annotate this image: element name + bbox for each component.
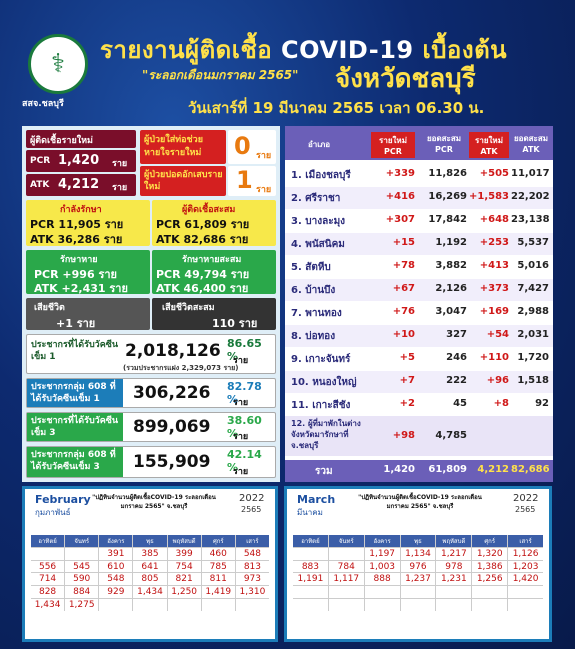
calendar-year-th: 2565 [515, 505, 536, 514]
in-treatment: กำลังรักษา PCR 11,905 ราย ATK 36,286 ราย [26, 200, 150, 246]
calendar-cell: 1,434 [31, 599, 64, 611]
calendar-cell: 754 [168, 561, 201, 573]
table-cell: +96 [486, 375, 509, 386]
table-cell: 1,720 [517, 352, 549, 363]
calendar-cell: 590 [65, 573, 98, 585]
table-cell: 2,031 [517, 329, 549, 340]
calendar-cell [436, 586, 471, 598]
calendar-day-header: พุธ [401, 535, 436, 547]
calendar-cell [293, 586, 328, 598]
calendar-day-header: ศุกร์ [472, 535, 507, 547]
table-cell: 2,988 [517, 306, 549, 317]
calendar-grid [293, 535, 543, 611]
calendar-cell: 1,256 [472, 573, 507, 585]
calendar-cell: 548 [99, 573, 132, 585]
header [0, 0, 575, 118]
deaths-cumulative: เสียชีวิตสะสม 110 ราย [152, 298, 276, 330]
calendar-day-header: พุธ [133, 535, 166, 547]
calendar-cell: 1,191 [293, 573, 328, 585]
table-row [285, 164, 553, 186]
table-cell: 6. บ้านบึง [291, 285, 336, 296]
calendar-year: 2022 [239, 493, 265, 504]
table-cell: +54 [486, 329, 509, 340]
calendar-cell: 610 [99, 561, 132, 573]
table-cell: 5. สัตหีบ [291, 262, 331, 273]
calendar-cell [329, 548, 364, 560]
calendar-day-header: พฤหัสบดี [168, 535, 201, 547]
table-cell: 222 [446, 375, 467, 386]
table-cell: 3. บางละมุง [291, 216, 346, 227]
calendar-cell [293, 548, 328, 560]
calendar-cell: 385 [133, 548, 166, 560]
new-cases-label: ผู้ติดเชื้อรายใหม่ [26, 130, 136, 148]
calendar-day-header: อาทิตย์ [31, 535, 64, 547]
table-row [285, 325, 553, 347]
table-cell: +1,583 [469, 191, 510, 202]
district-table [285, 126, 553, 482]
calendar-cell: 391 [99, 548, 132, 560]
group608-dose1: ประชากรกลุ่ม 608 ที่ได้รับวัคซีนเข็ม 1 306,226 82.78 % ราย [26, 378, 276, 408]
calendar-cell: 1,420 [508, 573, 543, 585]
pcr-new: PCR 1,420 ราย [26, 150, 136, 172]
table-cell: +339 [385, 168, 415, 179]
table-cell: 92 [535, 398, 549, 409]
table-cell: 11,826 [428, 168, 467, 179]
table-row [285, 394, 553, 416]
calendar-cell [99, 599, 132, 611]
calendar-cell: 811 [202, 573, 235, 585]
calendar-cell: 641 [133, 561, 166, 573]
calendar-cell: 1,434 [133, 586, 166, 598]
table-cell: 7,427 [517, 283, 549, 294]
calendar-cell [436, 599, 471, 611]
calendar-cell: 1,250 [168, 586, 201, 598]
table-cell: 9. เกาะจันทร์ [291, 354, 351, 365]
table-total-row: รวม 1,420 61,809 4,212 82,686 [285, 460, 553, 482]
table-row [285, 279, 553, 301]
calendar-day-header: พฤหัสบดี [436, 535, 471, 547]
recovered-cumulative: รักษาหายสะสม PCR 49,794 ราย ATK 46,400 ราย [152, 250, 276, 294]
calendar-day-header: ศุกร์ [202, 535, 235, 547]
vaccine-dose1: ประชากรที่ได้รับวัคซีนเข็ม 1 2,018,126 86.65 % ราย (รวมประชากรแฝง 2,329,073 ราย) [26, 334, 276, 374]
calendar-cell: 784 [329, 561, 364, 573]
calendar-cell: 460 [202, 548, 235, 560]
calendar-cell: 821 [168, 573, 201, 585]
calendar-grid [31, 535, 269, 611]
calendar-cell: 1,217 [436, 548, 471, 560]
calendar-month: February [35, 493, 91, 506]
table-cell: 2. ศรีราชา [291, 193, 341, 204]
vaccine-dose3: ประชากรที่ได้รับวัคซีนเข็ม 3 899,069 38.60 % ราย [26, 412, 276, 442]
calendar-cell: 828 [31, 586, 64, 598]
calendar-cell: 978 [436, 561, 471, 573]
calendar-cell: 976 [401, 561, 436, 573]
table-cell: +15 [392, 237, 415, 248]
pneumonia-value: 1 ราย [228, 166, 276, 196]
calendar-cell: 1,126 [508, 548, 543, 560]
calendar-cell [236, 599, 269, 611]
calendar-cell [472, 599, 507, 611]
calendar-cell: 884 [65, 586, 98, 598]
table-cell: 327 [446, 329, 467, 340]
table-cell: +8 [493, 398, 509, 409]
table-cell: +10 [392, 329, 415, 340]
calendar-cell [401, 586, 436, 598]
calendar-day-header: เสาร์ [236, 535, 269, 547]
calendar-cell: 929 [99, 586, 132, 598]
table-cell: +413 [479, 260, 509, 271]
calendar-cell: 888 [365, 573, 400, 585]
report-title: รายงานผู้ติดเชื้อ COVID-19 เบื้องต้น [100, 36, 508, 64]
pneumonia-label: ผู้ป่วยปอดอักเสบรายใหม่ [140, 166, 226, 196]
table-cell: 5,016 [517, 260, 549, 271]
table-cell: +307 [385, 214, 415, 225]
calendar-month: March [297, 493, 336, 506]
calendar-cell: 973 [236, 573, 269, 585]
calendar-cell: 1,197 [365, 548, 400, 560]
col-district: อำเภอ [307, 140, 331, 149]
calendar-year: 2022 [513, 493, 539, 504]
calendar-cell: 785 [202, 561, 235, 573]
table-cell: 11,017 [511, 168, 550, 179]
calendar-cell [329, 599, 364, 611]
ventilator-value: 0 ราย [228, 130, 276, 164]
table-row [285, 187, 553, 209]
table-cell: +110 [479, 352, 509, 363]
table-cell: +169 [479, 306, 509, 317]
report-subtitle: "ระลอกเดือนมกราคม 2565" [142, 68, 299, 82]
table-cell: +2 [399, 398, 415, 409]
col-pcr-new: รายใหม่ PCR [371, 132, 415, 158]
atk-new: ATK 4,212 ราย [26, 174, 136, 196]
calendar-cell [31, 548, 64, 560]
calendar-cell [329, 586, 364, 598]
calendar-cell: 1,275 [65, 599, 98, 611]
calendar-cell: 545 [65, 561, 98, 573]
table-cell: +78 [392, 260, 415, 271]
calendar-cell: 1,003 [365, 561, 400, 573]
table-header [285, 126, 553, 160]
calendar-cell [365, 586, 400, 598]
table-row [285, 348, 553, 370]
calendar-cell: 1,231 [436, 573, 471, 585]
table-cell: 5,537 [517, 237, 549, 248]
calendar-cell: 1,117 [329, 573, 364, 585]
table-row [285, 256, 553, 278]
table-cell: +67 [392, 283, 415, 294]
group608-dose3: ประชากรกลุ่ม 608 ที่ได้รับวัคซีนเข็ม 3 155,909 42.14 % ราย [26, 446, 276, 478]
table-cell: 246 [446, 352, 467, 363]
calendar-day-header: เสาร์ [508, 535, 543, 547]
calendar-cell: 883 [293, 561, 328, 573]
calendar-cell [202, 599, 235, 611]
calendar-march [284, 486, 552, 642]
calendar-cell: 1,419 [202, 586, 235, 598]
calendar-cell: 548 [236, 548, 269, 560]
table-cell: +648 [479, 214, 509, 225]
table-cell: 4. พนัสนิคม [291, 239, 345, 250]
table-row [285, 371, 553, 393]
col-atk-cum: ยอดสะสม ATK [513, 134, 549, 154]
calendar-february [22, 486, 278, 642]
table-cell: 16,269 [428, 191, 467, 202]
table-cell: +253 [479, 237, 509, 248]
calendar-cell: 1,320 [472, 548, 507, 560]
calendar-cell: 1,386 [472, 561, 507, 573]
calendar-cell: 1,203 [508, 561, 543, 573]
calendar-cell: 1,310 [236, 586, 269, 598]
calendar-cell [472, 586, 507, 598]
calendar-cell [401, 599, 436, 611]
table-cell: 3,882 [435, 260, 467, 271]
table-cell: 7. พานทอง [291, 308, 342, 319]
table-row [285, 233, 553, 255]
table-cell: +416 [385, 191, 415, 202]
table-cell: 17,842 [428, 214, 467, 225]
calendar-cell [168, 599, 201, 611]
calendar-cell: 1,237 [401, 573, 436, 585]
calendar-cell: 714 [31, 573, 64, 585]
calendar-day-header: อังคาร [99, 535, 132, 547]
calendar-cell: 1,134 [401, 548, 436, 560]
table-row [285, 210, 553, 232]
calendar-cell [508, 586, 543, 598]
report-date: วันเสาร์ที่ 19 มีนาคม 2565 เวลา 06.30 น. [188, 99, 485, 117]
recovered: รักษาหาย PCR +996 ราย ATK +2,431 ราย [26, 250, 150, 294]
calendar-title: "ปฏิทินจำนวนผู้ติดเชื้อCOVID-19 ระลอกเดือนมกราคม 2565" จ.ชลบุรี [358, 494, 482, 510]
col-pcr-cum: ยอดสะสม PCR [426, 134, 462, 154]
table-cell: +505 [479, 168, 509, 179]
table-row [285, 302, 553, 324]
calendar-day-header: อังคาร [365, 535, 400, 547]
calendar-day-header: จันทร์ [65, 535, 98, 547]
table-cell: +373 [479, 283, 509, 294]
calendar-cell: 805 [133, 573, 166, 585]
table-cell: 3,047 [435, 306, 467, 317]
calendar-day-header: จันทร์ [329, 535, 364, 547]
table-cell: +76 [392, 306, 415, 317]
ventilator-label: ผู้ป่วยใส่ท่อช่วยหายใจรายใหม่ [140, 130, 226, 164]
logo-caption: สสจ.ชลบุรี [22, 99, 64, 109]
table-cell: 45 [453, 398, 467, 409]
table-cell: +5 [399, 352, 415, 363]
calendar-cell [133, 599, 166, 611]
province-title: จังหวัดชลบุรี [335, 64, 476, 94]
col-atk-new: รายใหม่ ATK [469, 132, 509, 158]
table-cell: 2,126 [435, 283, 467, 294]
table-cell: 8. บ่อทอง [291, 331, 336, 342]
summary-panel [22, 126, 280, 482]
table-cell: 22,202 [511, 191, 550, 202]
table-row-12: 12. ผู้ที่มาพักในต่างจังหวัดมารักษาที่ จ.ชลบุรี +98 4,785 [285, 416, 553, 456]
calendar-cell [365, 599, 400, 611]
cumulative-cases: ผู้ติดเชื้อสะสม PCR 61,809 ราย ATK 82,686 ราย [152, 200, 276, 246]
table-cell: 1,518 [517, 375, 549, 386]
calendar-month-th: มีนาคม [297, 508, 323, 517]
calendar-title: "ปฏิทินจำนวนผู้ติดเชื้อCOVID-19 ระลอกเดือนมกราคม 2565" จ.ชลบุรี [92, 494, 216, 510]
ministry-logo-icon: ⚕ [28, 34, 88, 94]
calendar-cell: 813 [236, 561, 269, 573]
calendar-day-header: อาทิตย์ [293, 535, 328, 547]
table-cell: 23,138 [511, 214, 550, 225]
table-cell: 1. เมืองชลบุรี [291, 170, 351, 181]
calendar-year-th: 2565 [241, 505, 262, 514]
calendar-month-th: กุมภาพันธ์ [35, 508, 71, 517]
calendar-cell [65, 548, 98, 560]
calendar-cell [508, 599, 543, 611]
deaths: เสียชีวิต +1 ราย [26, 298, 150, 330]
table-cell: 10. หนองใหญ่ [291, 377, 357, 388]
calendar-cell [293, 599, 328, 611]
table-cell: +7 [399, 375, 415, 386]
table-cell: 1,192 [435, 237, 467, 248]
calendar-cell: 399 [168, 548, 201, 560]
table-cell: 11. เกาะสีชัง [291, 400, 351, 411]
calendar-cell: 556 [31, 561, 64, 573]
